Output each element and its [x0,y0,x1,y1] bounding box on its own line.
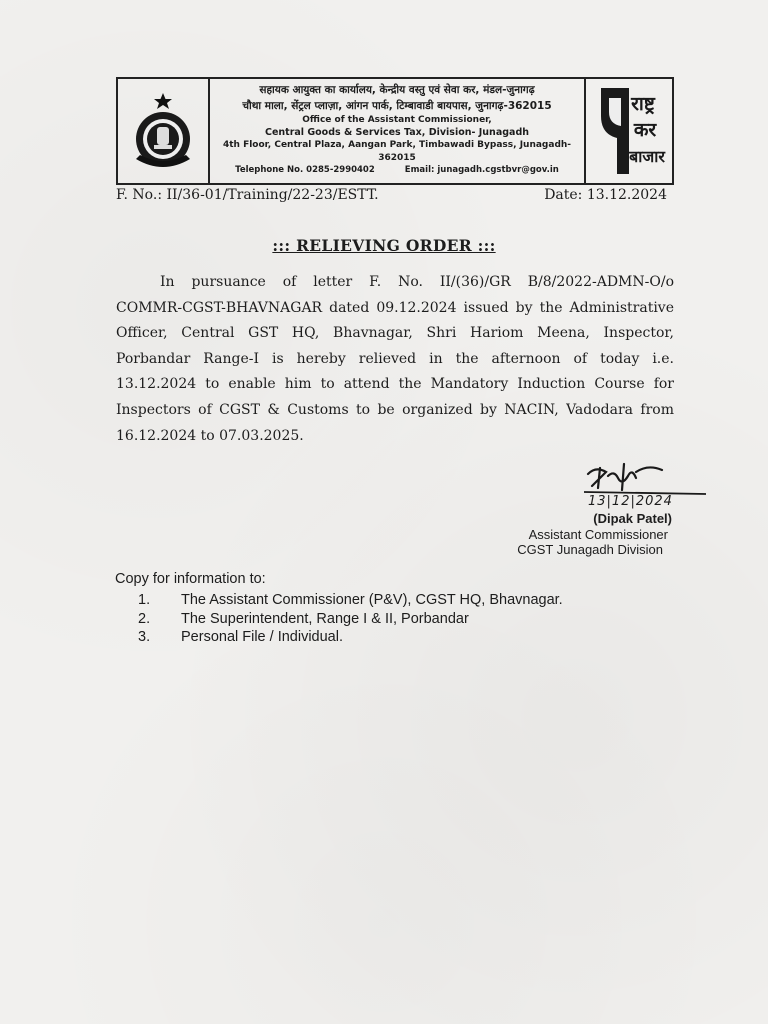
list-item [138,591,563,610]
body-line: Porbandar Range-I is hereby relieved in the afternoon of today i.e. [116,350,674,367]
body-line: 16.12.2024 to 07.03.2025. [116,427,304,444]
file-number: F. No.: II/36-01/Training/22-23/ESTT. [116,187,379,203]
list-item-number: 3. [138,629,151,645]
letterhead [116,77,674,185]
logo-text-rashtra: राष्ट्र [631,93,655,115]
copy-list [138,591,563,647]
body-line: COMMR-CGST-BHAVNAGAR dated 09.12.2024 issued by the Administrative [116,299,674,316]
department-line: Central Goods & Services Tax, Division- Junagadh [264,126,530,138]
address-line: 4th Floor, Central Plaza, Aangan Park, Timbawadi Bypass, Junagadh-362015 [222,140,572,163]
hindi-address-line: चौथा माला, सेंट्रल प्लाज़ा, आंगन पार्क, टिम्बावाडी बायपास, जुनागढ़-362015 [242,100,552,112]
hindi-office-line: सहायक आयुक्त का कार्यालय, केन्द्रीय वस्तु एवं सेवा कर, मंडल-जुनागढ़ [259,84,535,96]
body-line: Officer, Central GST HQ, Bhavnagar, Shri Hariom Meena, Inspector, [116,325,674,342]
list-item-text: Personal File / Individual. [181,629,343,645]
rashtra-kar-bazar-logo [584,79,672,183]
email-address: Email: junagadh.cgstbvr@gov.in [404,165,559,175]
cbic-emblem-cell [118,79,210,183]
body-line: In pursuance of letter F. No. II/(36)/GR B/8/2022-ADMN-O/o [160,274,674,290]
list-item-number: 2. [138,610,151,627]
contact-line [210,164,584,176]
logo-text-kar: कर [633,119,657,141]
office-line: Office of the Assistant Commissioner, [302,115,492,125]
signatory-name: (Dipak Patel) [593,511,672,526]
copy-heading: Copy for information to: [115,571,266,587]
logo-text-bazar: बाजार [629,147,665,166]
body-line: 13.12.2024 to enable him to attend the Mandatory Induction Course for [116,376,674,393]
cbic-emblem-icon [126,89,200,173]
order-date: Date: 13.12.2024 [544,187,667,203]
list-item-text: The Assistant Commissioner (P&V), CGST HQ, Bhavnagar. [181,592,563,608]
telephone-number: Telephone No. 0285-2990402 [235,165,375,175]
gst-logo-icon [591,82,667,180]
order-body [116,270,674,449]
list-item [138,628,563,647]
body-line: Inspectors of CGST & Customs to be organized by NACIN, Vadodara from [116,401,674,418]
signatory-division: CGST Junagadh Division [517,542,663,557]
list-item [138,610,563,629]
list-item-text: The Superintendent, Range I & II, Porbandar [181,610,469,627]
list-item-number: 1. [138,592,151,608]
handwritten-signature-date: 13|12|2024 [588,494,673,509]
order-title: ::: RELIEVING ORDER ::: [272,236,496,255]
office-address-block [210,79,584,183]
signatory-designation: Assistant Commissioner [528,527,668,542]
